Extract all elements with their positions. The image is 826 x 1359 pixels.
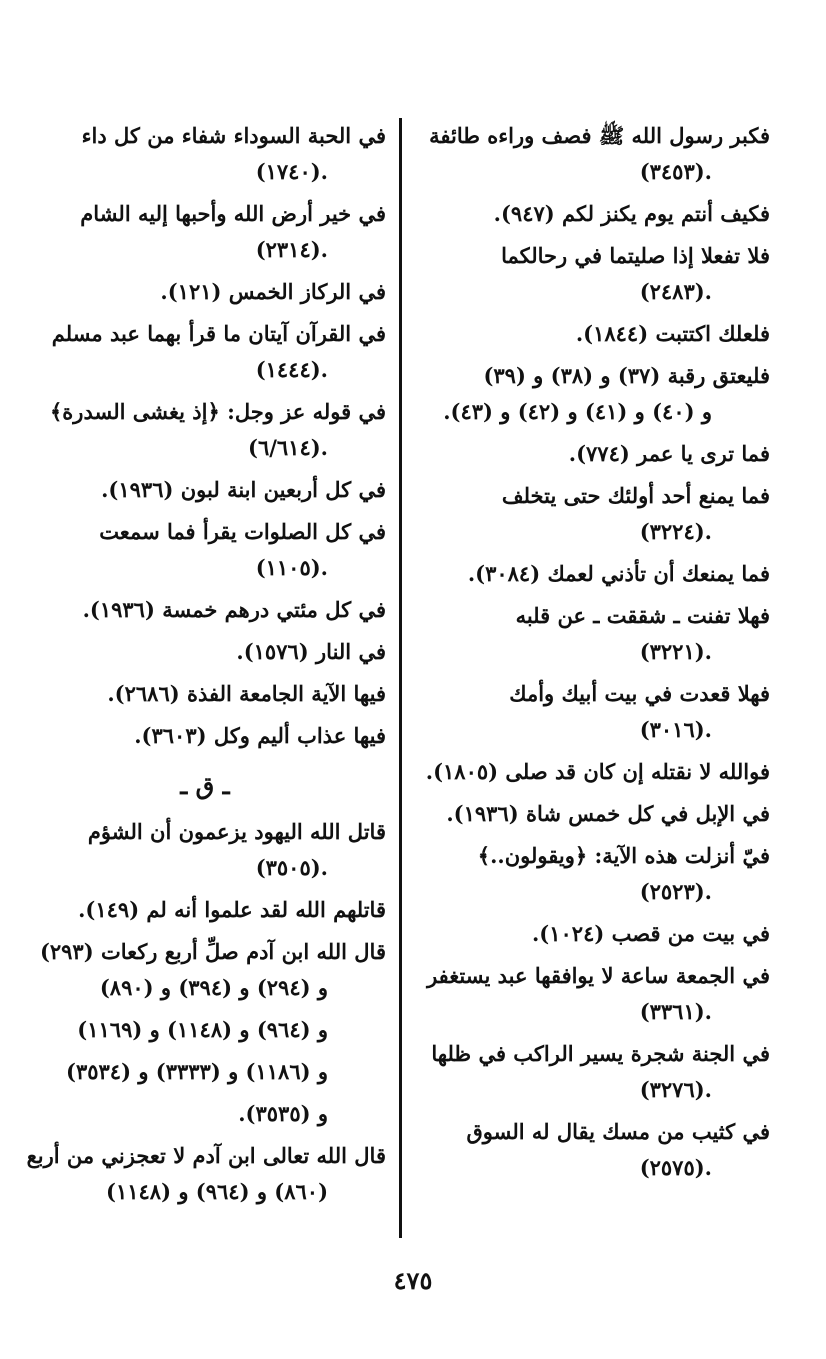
entry-text: فلعلك اكتتبت (١٨٤٤). (575, 321, 770, 346)
entry-reference: .(٣٣٦١) (639, 999, 712, 1024)
entry-reference: و (٢٩٤) و (٣٩٤) و (٨٩٠) (99, 975, 328, 1000)
index-entry (418, 958, 770, 1030)
entry-text: في الإبل في كل خمس شاة (١٩٣٦). (446, 801, 770, 826)
index-entry (24, 718, 386, 754)
index-entry (418, 436, 770, 472)
index-entry (24, 472, 386, 508)
index-entry (24, 316, 386, 388)
section-heading-qaf: ـ ق ـ (180, 771, 230, 800)
entry-text: فما ترى يا عمر (٧٧٤). (568, 441, 770, 466)
index-entry (24, 196, 386, 268)
entry-text: في قوله عز وجل: ﴿إذ يغشى السدرة﴾ (50, 399, 386, 424)
entry-reference: .(١٤٤٤) (255, 357, 328, 382)
index-entry (24, 1012, 386, 1048)
index-entry (418, 196, 770, 232)
index-entry (418, 838, 770, 910)
entry-reference: .(٣٢٢٤) (639, 519, 712, 544)
index-entry (24, 592, 386, 628)
entry-text: في الجنة شجرة يسير الراكب في ظلها (431, 1041, 770, 1066)
entry-reference: و (١١٨٦) و (٣٣٣٣) و (٣٥٣٤) (66, 1059, 328, 1084)
entry-text: في الركاز الخمس (١٢١). (160, 279, 386, 304)
index-entry (24, 1096, 386, 1132)
entry-text: قال الله ابن آدم صلِّ أربع ركعات (٢٩٣) (39, 939, 386, 964)
index-entry (24, 274, 386, 310)
entry-text: فكيف أنتم يوم يكنز لكم (٩٤٧). (493, 201, 770, 226)
entry-text: فما يمنع أحد أولئك حتى يتخلف (501, 483, 770, 508)
entry-text: قاتلهم الله لقد علموا أنه لم (١٤٩). (78, 897, 386, 922)
entry-reference: و (٤٠) و (٤١) و (٤٢) و (٤٣). (443, 399, 712, 424)
index-entry (418, 238, 770, 310)
index-entry (24, 394, 386, 466)
index-entry (24, 634, 386, 670)
entry-reference: .(٣٢٧٦) (639, 1077, 712, 1102)
entry-text: فيها عذاب أليم وكل (٣٦٠٣). (134, 723, 386, 748)
index-entry (24, 1054, 386, 1090)
entry-reference: .(١٧٤٠) (255, 159, 328, 184)
index-group-qaf (24, 814, 386, 1210)
index-entry (418, 478, 770, 550)
entry-reference: (٨٦٠) و (٩٦٤) و (١١٤٨) (106, 1179, 328, 1204)
entry-text: في خير أرض الله وأحبها إليه الشام (80, 201, 386, 226)
entry-reference: و (٣٥٣٥). (238, 1101, 328, 1126)
entry-text: فهلا تفنت ـ شققت ـ عن قلبه (515, 603, 770, 628)
index-group-fa (24, 118, 386, 754)
entry-text: قاتل الله اليهود يزعمون أن الشؤم (87, 819, 386, 844)
entry-reference: .(٢٤٨٣) (639, 279, 712, 304)
index-entry (24, 934, 386, 1006)
index-entry (24, 814, 386, 886)
entry-reference: .(٣٢٢١) (639, 639, 712, 664)
index-entry (24, 118, 386, 190)
entry-reference: و (٩٦٤) و (١١٤٨) و (١١٦٩) (77, 1017, 328, 1042)
entry-text: فلا تفعلا إذا صليتما في رحالكما (501, 243, 770, 268)
entry-text: فيها الآية الجامعة الفذة (٢٦٨٦). (107, 681, 386, 706)
entry-text: في كل الصلوات يقرأ فما سمعت (99, 519, 386, 544)
index-entry (418, 916, 770, 952)
entry-reference: .(٣٤٥٣) (639, 159, 712, 184)
index-column-right (418, 118, 770, 1268)
entry-text: فيّ أنزلت هذه الآية: ﴿ويقولون..﴾ (477, 843, 770, 868)
entry-reference: .(٦/٦١٤) (248, 435, 328, 460)
entry-reference: .(٢٣١٤) (255, 237, 328, 262)
entry-text: فوالله لا نقتله إن كان قد صلى (١٨٠٥). (425, 759, 770, 784)
index-entry (418, 556, 770, 592)
entry-text: في كل مئتي درهم خمسة (١٩٣٦). (82, 597, 386, 622)
index-entry (418, 1114, 770, 1186)
entry-text: في الحبة السوداء شفاء من كل داء (81, 123, 386, 148)
entry-reference: .(٣٥٠٥) (255, 855, 328, 880)
page-number: ٤٧٥ (393, 1266, 433, 1295)
entry-text: في الجمعة ساعة لا يوافقها عبد يستغفر (427, 963, 770, 988)
entry-text: في القرآن آيتان ما قرأ بهما عبد مسلم (51, 321, 386, 346)
entry-text: في كل أربعين ابنة لبون (١٩٣٦). (101, 477, 386, 502)
index-entry (418, 118, 770, 190)
index-entry (418, 358, 770, 430)
index-column-left (24, 118, 386, 1268)
column-divider (399, 118, 402, 1238)
entry-text: في بيت من قصب (١٠٢٤). (531, 921, 770, 946)
index-entry (24, 676, 386, 712)
entry-text: قال الله تعالى ابن آدم لا تعجزني من أربع (26, 1143, 386, 1168)
entry-text: في النار (١٥٧٦). (236, 639, 386, 664)
index-entry (24, 514, 386, 586)
index-entry (418, 754, 770, 790)
entry-text: فما يمنعك أن تأذني لعمك (٣٠٨٤). (467, 561, 770, 586)
entry-text: فليعتق رقبة (٣٧) و (٣٨) و (٣٩) (483, 363, 770, 388)
entry-text: فكبر رسول الله ﷺ فصف وراءه طائفة (429, 123, 770, 148)
index-entry (418, 1036, 770, 1108)
index-entry (24, 1138, 386, 1210)
entry-reference: .(٢٥٧٥) (639, 1155, 712, 1180)
entry-reference: .(١١٠٥) (255, 555, 328, 580)
index-entry (24, 892, 386, 928)
index-entry (418, 796, 770, 832)
entry-text: فهلا قعدت في بيت أبيك وأمك (509, 681, 770, 706)
entry-text: في كثيب من مسك يقال له السوق (466, 1119, 770, 1144)
index-entry (418, 316, 770, 352)
index-entry (418, 598, 770, 670)
entry-reference: .(٢٥٢٣) (639, 879, 712, 904)
index-entry (418, 676, 770, 748)
entry-reference: .(٣٠١٦) (639, 717, 712, 742)
